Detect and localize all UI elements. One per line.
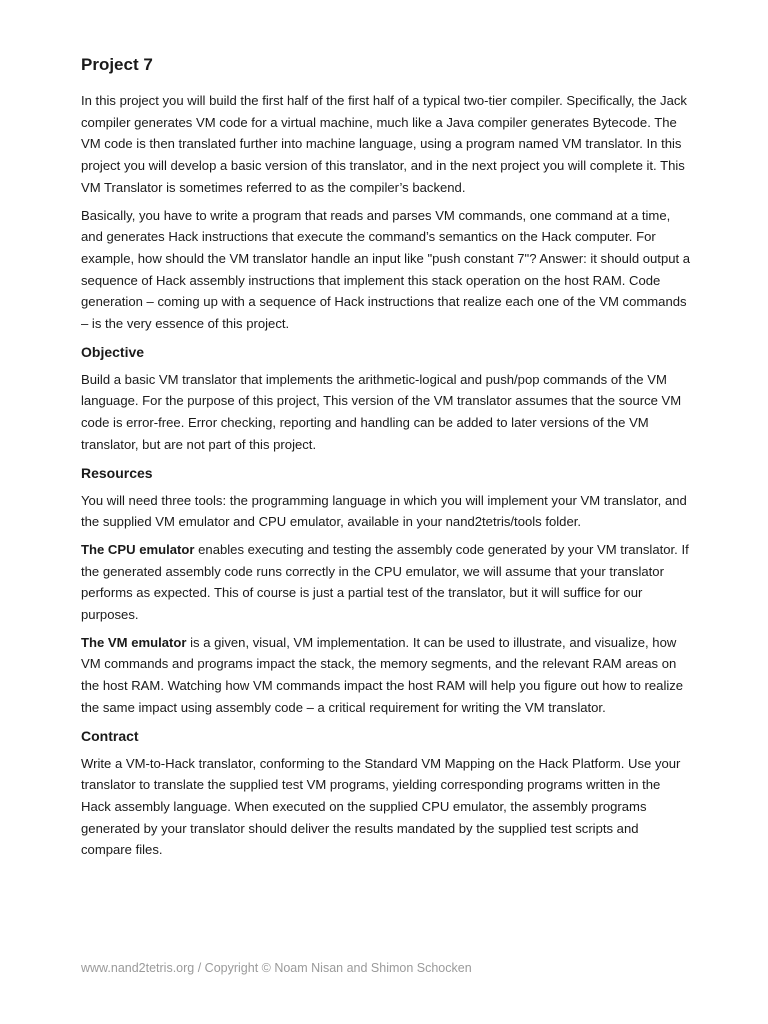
objective-heading: Objective [81, 343, 145, 360]
resources-heading: Resources [81, 464, 153, 481]
vm-emulator-lead: The VM emulator [81, 634, 187, 650]
vm-emulator-paragraph [81, 632, 693, 719]
contract-paragraph: Write a VM-to-Hack translator, conforming to the Standard VM Mapping on the Hack Platform. Use your translator to translate the supplied test VM programs, yielding corresponding programs written in the Hack assembly language. When executed on the supplied CPU emulator, the assembly programs generated by your translator should deliver the results mandated by the supplied test scripts and compare files. [81, 755, 681, 858]
page-title: Project 7 [81, 55, 153, 74]
vm-emulator-text: is a given, visual, VM implementation. It can be used to illustrate, and visualize, how VM commands and programs impact the stack, the memory segments, and the relevant RAM areas on the host RAM. Watching how VM commands impact the host RAM will help you figure out how to realize the same impact using assembly code – a critical requirement for writing the VM translator. [81, 634, 684, 715]
contract-heading: Contract [81, 727, 139, 744]
resources-paragraph: You will need three tools: the programming language in which you will implement your VM translator, and the supplied VM emulator and CPU emulator, available in your nand2tetris/tools folder. [81, 492, 687, 530]
intro-paragraph-1: In this project you will build the first half of the first half of a typical two-tier compiler. Specifically, the Jack compiler generates VM code for a virtual machine, much like a Java compiler generates Bytecode. The VM code is then translated further into machine language, using a program named VM translator. In this project you will develop a basic version of this translator, and in the next project you will complete it. This VM Translator is sometimes referred to as the compiler’s backend. [81, 93, 687, 195]
objective-paragraph: Build a basic VM translator that implements the arithmetic-logical and push/pop commands of the VM language. For the purpose of this project, This version of the VM translator assumes that the source VM code is error-free. Error checking, reporting and handling can be added to later versions of the VM translator, but are not part of this project. [81, 371, 682, 452]
cpu-emulator-text: enables executing and testing the assembly code generated by your VM translator. If the generated assembly code runs correctly in the CPU emulator, we will assume that your translator performs as expected. This of course is just a partial test of the translator, but it will suffice for our purposes. [81, 541, 689, 623]
intro-paragraph-2: Basically, you have to write a program that reads and parses VM commands, one command at a time, and generates Hack instructions that execute the command’s semantics on the Hack computer. For example, how should the VM translator handle an input like "push constant 7"? Answer: it should output a sequence of Hack assembly instructions that implement this stack operation on the host RAM. Code generation – coming up with a sequence of Hack instructions that realize each one of the VM commands – is the very essence of this project. [81, 207, 691, 332]
cpu-emulator-paragraph [81, 539, 693, 626]
cpu-emulator-lead: The CPU emulator [81, 541, 195, 557]
footer-copyright: www.nand2tetris.org / Copyright © Noam Nisan and Shimon Schocken [81, 961, 472, 975]
document-page [81, 52, 693, 867]
